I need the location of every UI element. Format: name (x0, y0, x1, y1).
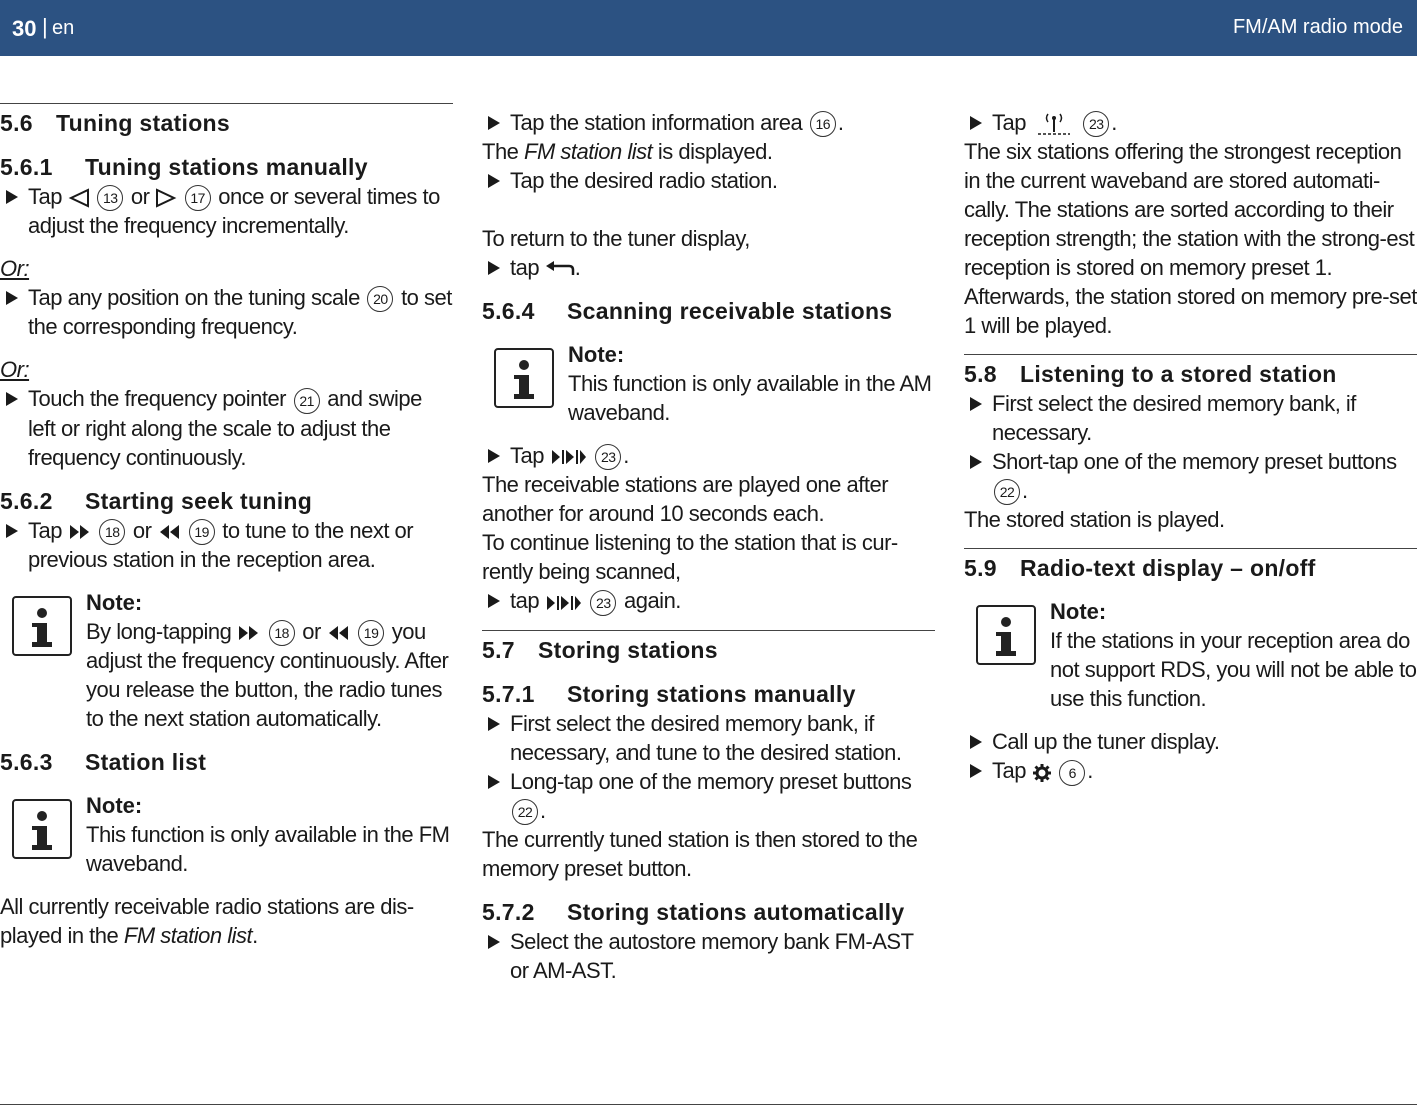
info-icon (976, 605, 1036, 665)
list-item: Tap 13 or 17 once or several times to adjust the frequency incrementally. (0, 182, 453, 240)
callout-number: 6 (1059, 760, 1085, 786)
list-item: tap 23 again. (482, 586, 935, 615)
callout-number: 23 (595, 444, 621, 470)
seek-back-icon (157, 523, 181, 541)
left-triangle-icon (68, 188, 90, 208)
paragraph: The stored station is played. (964, 507, 1225, 533)
list-item: Tap 6 . (964, 756, 1417, 785)
paragraph: All currently receivable radio stations are dis-played in the FM station list. (0, 893, 414, 948)
callout-number: 20 (367, 286, 393, 312)
info-icon (494, 348, 554, 408)
column-3 (964, 103, 1417, 786)
note-text: If the stations in your reception area do not support RDS, you will not be able to use this function. (1050, 628, 1417, 712)
callout-number: 22 (994, 479, 1020, 505)
section-5-6-4-heading: 5.6.4 Scanning receivable stations (482, 298, 893, 325)
callout-number: 18 (99, 519, 125, 545)
seek-back-icon (326, 624, 350, 642)
section-5-7-2-heading: 5.7.2 Storing stations automatically (482, 898, 905, 925)
callout-number: 22 (512, 799, 538, 825)
right-triangle-icon (155, 188, 177, 208)
callout-number: 23 (1083, 111, 1109, 137)
list-item: Tap 18 or 19 to tune to the next or previous station in the reception area. (0, 516, 453, 574)
callout-number: 16 (810, 111, 836, 137)
callout-number: 18 (269, 620, 295, 646)
note-box (964, 597, 1417, 713)
note-text: By long-tapping 18 or 19 you adjust the frequency continuously. After you release the button, the radio tunes to the next station automatically. (86, 618, 449, 731)
section-5-6-1-heading: 5.6.1 Tuning stations manually (0, 154, 368, 180)
info-icon (12, 799, 72, 859)
scan-icon (545, 593, 583, 613)
section-5-7-heading: 5.7 Storing stations (482, 630, 935, 665)
back-arrow-icon (545, 259, 575, 279)
list-item: Tap 23 . (964, 108, 1417, 137)
column-1 (0, 103, 453, 950)
section-5-6-2-heading: 5.6.2 Starting seek tuning (0, 487, 313, 514)
list-item: tap . (482, 253, 935, 282)
gear-icon (1032, 763, 1052, 783)
list-item: Tap the desired radio station. (482, 166, 935, 195)
list-item: Tap any position on the tuning scale 20 to set the corresponding frequency. (0, 283, 453, 341)
paragraph: To continue listening to the station that is cur-rently being scanned, (482, 530, 898, 585)
note-text: This function is only available in the AM waveband. (568, 371, 932, 426)
list-item: First select the desired memory bank, if necessary, and tune to the desired station. (482, 709, 935, 767)
callout-number: 13 (97, 185, 123, 211)
callout-number: 23 (590, 590, 616, 616)
callout-number: 19 (358, 620, 384, 646)
section-5-8-heading: 5.8 Listening to a stored station (964, 354, 1417, 389)
list-item: Short-tap one of the memory preset buttons 22 . (964, 447, 1417, 505)
section-5-7-1-heading: 5.7.1 Storing stations manually (482, 680, 856, 707)
note-title: Note: (568, 342, 625, 368)
list-item: Call up the tuner display. (964, 727, 1417, 756)
info-icon (12, 596, 72, 656)
list-item: Tap 23 . (482, 441, 935, 470)
note-title: Note: (86, 589, 143, 615)
paragraph: To return to the tuner display, (482, 226, 750, 252)
section-5-9-heading: 5.9 Radio-text display – on/off (964, 548, 1417, 583)
list-item: Select the autostore memory bank FM-AST or AM-AST. (482, 927, 935, 985)
note-box (0, 791, 453, 878)
seek-forward-icon (68, 523, 92, 541)
column-2 (482, 103, 935, 985)
footer-rule (0, 1104, 1417, 1105)
list-item: Long-tap one of the memory preset buttons 22 . (482, 767, 935, 825)
autostore-antenna-icon (1032, 112, 1076, 136)
note-title: Note: (1050, 599, 1107, 625)
page-number: 30 (12, 16, 37, 41)
section-5-6-3-heading: 5.6.3 Station list (0, 748, 207, 775)
callout-number: 19 (189, 519, 215, 545)
section-5-6-heading: 5.6 Tuning stations (0, 103, 453, 138)
list-item: Tap the station information area 16 . (482, 108, 935, 137)
paragraph: The six stations offering the strongest reception in the current waveband are stored automati-cally. The stations are sorted according to their reception strength; the station with the strong-est reception is stored on memory preset 1. Afterwards, the station stored on memory pre-set 1 will be played. (964, 139, 1417, 339)
list-item: First select the desired memory bank, if necessary. (964, 389, 1417, 447)
or-label: Or: (0, 256, 30, 282)
chapter-title: FM/AM radio mode (1232, 16, 1403, 38)
paragraph: The receivable stations are played one after another for around 10 seconds each. (482, 472, 889, 527)
language-code: en (52, 17, 75, 39)
note-box (0, 588, 453, 733)
note-box (482, 340, 935, 427)
note-title: Note: (86, 792, 143, 818)
callout-number: 17 (185, 185, 211, 211)
note-text: This function is only available in the FM waveband. (86, 821, 450, 876)
or-label: Or: (0, 357, 30, 383)
scan-icon (550, 447, 588, 467)
paragraph: The currently tuned station is then stored to the memory preset button. (482, 826, 918, 881)
seek-forward-icon (237, 624, 261, 642)
list-item: Touch the frequency pointer 21 and swipe left or right along the scale to adjust the frequency continuously. (0, 384, 453, 471)
paragraph: The FM station list is displayed. (482, 139, 773, 165)
callout-number: 21 (294, 388, 320, 414)
page-header (0, 0, 1417, 56)
header-separator: | (42, 14, 48, 39)
